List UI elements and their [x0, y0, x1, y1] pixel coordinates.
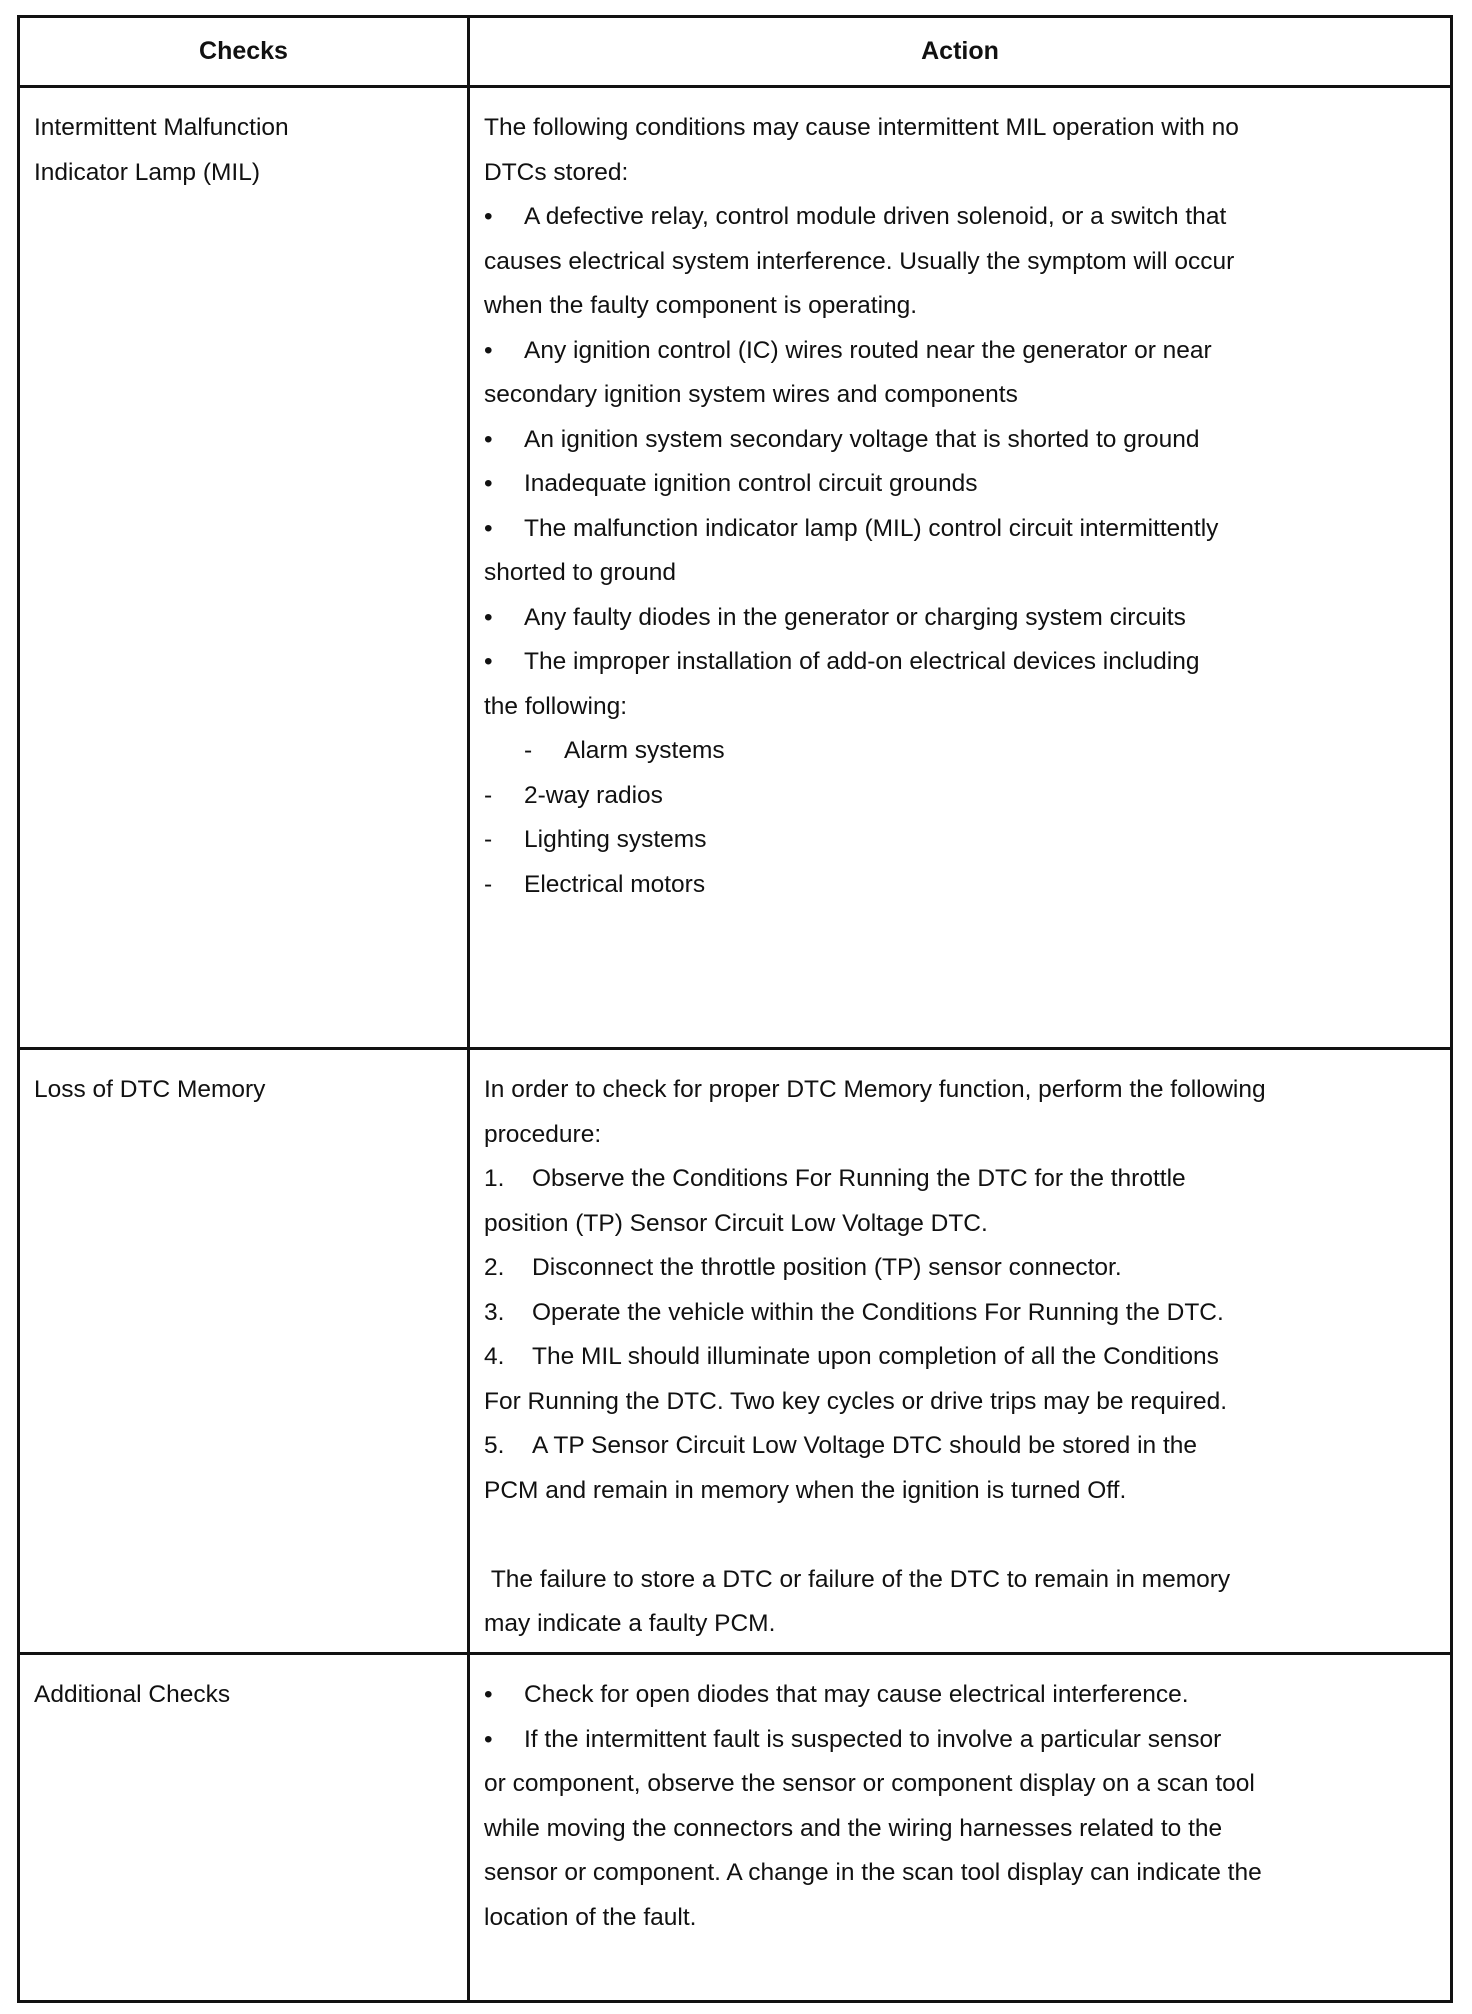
bullet-glyph: • — [484, 203, 493, 230]
action-dash-item: - Electrical motors — [484, 863, 1436, 908]
action-line: sensor or component. A change in the scan tool display can indicate the — [484, 1859, 1262, 1886]
bullet-glyph: • — [484, 336, 493, 364]
bullet-glyph: • — [484, 1681, 493, 1708]
check-label-intermittent-mil: Intermittent Malfunction Indicator Lamp (MIL) — [34, 114, 289, 186]
action-bullet-item: • If the intermittent fault is suspected to involve a particular sensor — [484, 1718, 1436, 1763]
check-label-additional-checks: Additional Checks — [34, 1681, 231, 1708]
action-text — [470, 1655, 1450, 1940]
action-bullet-item: • Any ignition control (IC) wires routed near the generator or near — [484, 329, 1436, 374]
action-line: procedure: — [484, 1120, 602, 1148]
action-line: causes electrical system interference. Usually the symptom will occur — [484, 247, 1235, 275]
table-header-row — [20, 18, 1450, 88]
step-number: 4. — [484, 1343, 505, 1370]
table-row — [20, 1655, 1450, 2000]
bullet-glyph: • — [484, 603, 493, 631]
action-dash-item: - Alarm systems — [484, 729, 1436, 774]
bullet-glyph: • — [484, 514, 493, 542]
action-bullet-item: • A defective relay, control module driven solenoid, or a switch that — [484, 195, 1436, 240]
header-cell-checks — [20, 18, 467, 85]
action-text — [470, 1050, 1450, 1647]
action-line: DTCs stored: — [484, 158, 629, 186]
action-line: In order to check for proper DTC Memory function, perform the following — [484, 1076, 1266, 1103]
action-line: shorted to ground — [484, 559, 677, 586]
dash-glyph: - — [484, 826, 493, 853]
table-row — [20, 1050, 1450, 1655]
dash-glyph: - — [484, 781, 493, 809]
action-line: For Running the DTC. Two key cycles or drive trips may be required. — [484, 1387, 1228, 1415]
bullet-glyph: • — [484, 648, 493, 675]
action-bullet-item: • The improper installation of add-on electrical devices including — [484, 640, 1436, 685]
bullet-glyph: • — [484, 425, 493, 453]
check-label-loss-of-dtc-memory: Loss of DTC Memory — [34, 1076, 266, 1103]
bullet-glyph: • — [484, 1725, 493, 1753]
step-number: 1. — [484, 1165, 505, 1192]
action-cell — [470, 88, 1450, 1047]
step-number: 2. — [484, 1254, 505, 1281]
action-text — [470, 88, 1450, 907]
action-line: while moving the connectors and the wiring harnesses related to the — [484, 1814, 1223, 1842]
action-numbered-item: 2. Disconnect the throttle position (TP) sensor connector. — [484, 1246, 1436, 1291]
blank-line — [484, 1513, 1436, 1558]
action-dash-item: - 2-way radios — [484, 774, 1436, 819]
header-checks-label: Checks — [199, 37, 288, 65]
action-line: location of the fault. — [484, 1903, 697, 1931]
action-bullet-item: • The malfunction indicator lamp (MIL) control circuit intermittently — [484, 507, 1436, 552]
action-line: The failure to store a DTC or failure of the DTC to remain in memory — [490, 1565, 1231, 1593]
action-bullet-item: • Inadequate ignition control circuit grounds — [484, 462, 1436, 507]
table-row — [20, 88, 1450, 1050]
action-dash-item: - Lighting systems — [484, 818, 1436, 863]
action-line: position (TP) Sensor Circuit Low Voltage DTC. — [484, 1209, 988, 1237]
action-line: The following conditions may cause intermittent MIL operation with no — [484, 114, 1239, 141]
action-numbered-item: 3. Operate the vehicle within the Conditions For Running the DTC. — [484, 1291, 1436, 1336]
action-cell — [470, 1655, 1450, 2000]
header-cell-action — [470, 18, 1450, 85]
dash-glyph: - — [524, 737, 533, 764]
action-line: PCM and remain in memory when the ignition is turned Off. — [484, 1476, 1127, 1504]
action-line: secondary ignition system wires and components — [484, 381, 1018, 408]
check-cell — [20, 1655, 467, 2000]
bullet-glyph: • — [484, 470, 493, 497]
action-cell — [470, 1050, 1450, 1652]
check-cell — [20, 88, 467, 1047]
action-line: may indicate a faulty PCM. — [484, 1610, 776, 1637]
action-numbered-item: 4. The MIL should illuminate upon completion of all the Conditions — [484, 1335, 1436, 1380]
action-numbered-item: 5. A TP Sensor Circuit Low Voltage DTC should be stored in the — [484, 1424, 1436, 1469]
checks-table — [17, 15, 1453, 2003]
action-line: the following: — [484, 692, 628, 720]
action-bullet-item: • Any faulty diodes in the generator or charging system circuits — [484, 596, 1436, 641]
action-line: or component, observe the sensor or component display on a scan tool — [484, 1770, 1255, 1797]
action-line: when the faulty component is operating. — [484, 292, 918, 319]
action-bullet-item: • Check for open diodes that may cause electrical interference. — [484, 1673, 1436, 1718]
action-bullet-item: • An ignition system secondary voltage that is shorted to ground — [484, 418, 1436, 463]
action-numbered-item: 1. Observe the Conditions For Running the DTC for the throttle — [484, 1157, 1436, 1202]
step-number: 5. — [484, 1432, 505, 1459]
header-action-label: Action — [921, 37, 999, 65]
step-number: 3. — [484, 1298, 505, 1326]
check-cell — [20, 1050, 467, 1652]
dash-glyph: - — [484, 870, 493, 898]
